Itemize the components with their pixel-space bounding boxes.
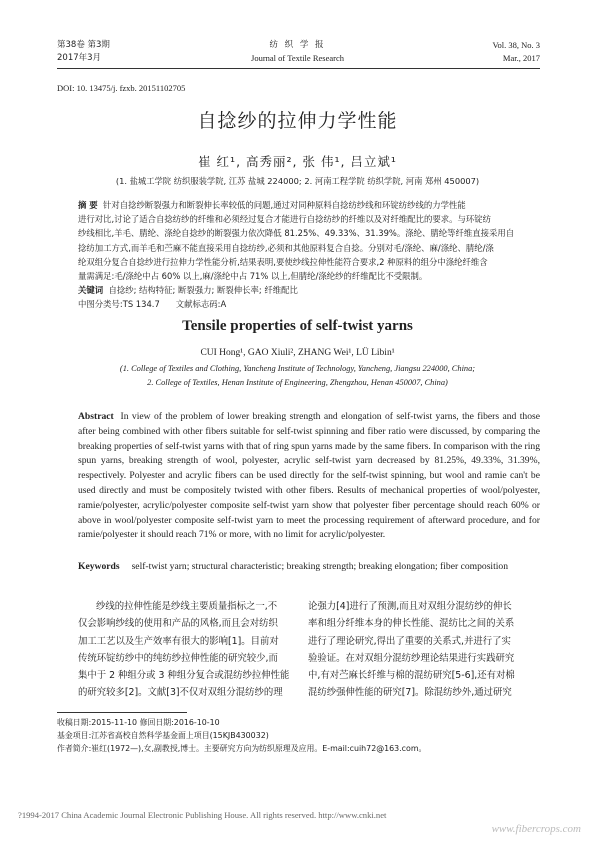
footnote-rule	[57, 712, 187, 713]
header-volume-en: Vol. 38, No. 3	[492, 40, 540, 50]
keywords-cn-label: 关键词	[78, 285, 104, 296]
body-line: 验验证。在对双组分混纺纱理论结果进行实践研究	[308, 652, 515, 664]
body-line: 传统环锭纺纱中的纯纺纱拉伸性能的研究较少,而	[78, 652, 278, 664]
document-code-label: 文献标志码:	[175, 299, 221, 310]
abstract-cn	[78, 198, 540, 312]
abstract-cn-label: 摘 要	[78, 200, 98, 210]
body-line: 加工工艺以及生产效率有很大的影响[1]。目前对	[78, 635, 279, 647]
body-line: 进行了理论研究,得出了重要的关系式,并进行了实	[308, 635, 511, 647]
abstract-cn-line: 纱线相比,羊毛、腈纶、涤纶自捻纱的断裂强力依次降低 81.25%、49.33%、31.39%。涤纶、腈纶等纤维直接采用自	[78, 228, 515, 239]
body-line: 中,有对苎麻长纤维与棉的混纺研究[5-6],还有对棉	[308, 670, 515, 682]
header-volume-cn: 第38卷 第3期	[57, 40, 110, 50]
watermark: www.fibercrops.com	[491, 823, 581, 835]
authors-cn: 崔 红¹, 高秀丽², 张 伟¹, 吕立斌¹	[198, 154, 397, 169]
header-rule	[57, 68, 540, 69]
abstract-en-text: In view of the problem of lower breaking strength and elongation of self-twist yarns, the fibers and those after being combined with other fibers suitable for self-twist spinning and fiber ratio were discussed, by comparing the breaking properties of self-twist yarns with that of ring spun yarns made by the same fibers. In comparison with the ring spun yarns, breaking strength of wool, polyester, acrylic self-twist yarn decreased by 81.25%, 49.33%, 31.39%, respectively. Polyester and acrylic fibers can be used directly for the self-twist spinning, but wool and ramie can't be used directly and must be compositely twisted with other fibers. Results of mechanical properties of wool/polyester, ramie/polyester, acrylic/polyester composite self-twist yarn show that polyester fiber percentage should reach 60% or above in wool/polyester composite self-twist yarn to meet the processing requirement of afterward procedure, and for ramie/polyester it should reach 71% or more, with no limit for acrylic/polyester.	[78, 411, 541, 541]
body-column-left	[78, 598, 296, 702]
abstract-cn-line: 捻纺加工方式,而羊毛和苎麻不能直接采用自捻纺纱,必须和其他原料复合自捻。分别对毛/涤纶、麻/涤纶、腈纶/涤	[78, 242, 494, 253]
body-line: 的研究较多[2]。文献[3]不仅对双组分混纺纱的理	[78, 687, 283, 699]
keywords-en-block	[78, 560, 540, 575]
title-cn: 自捻纱的拉伸力学性能	[197, 110, 398, 132]
keywords-en: self-twist yarn; structural characteristic; breaking strength; breaking elongation; fiber composition	[131, 561, 509, 572]
copyright-line: ?1994-2017 China Academic Journal Electronic Publishing House. All rights reserved. http://www.cnki.net	[18, 810, 387, 820]
footnote-author: 作者简介:崔红(1972—),女,副教授,博士。主要研究方向为纺织原理及应用。E-mail:cuih72@163.com。	[57, 744, 427, 753]
footnotes	[57, 716, 540, 755]
keywords-en-label: Keywords	[78, 561, 120, 572]
header-date-en: Mar., 2017	[502, 53, 540, 63]
affiliation-en-2: 2. College of Textiles, Henan Institute of Engineering, Zhengzhou, Henan 450007, China)	[147, 378, 448, 387]
abstract-en	[78, 410, 540, 543]
keywords-cn: 自捻纱; 结构特征; 断裂强力; 断裂伸长率; 纤维配比	[108, 285, 298, 296]
body-column-right	[308, 598, 540, 702]
body-line: 纱线的拉伸性能是纱线主要质量指标之一,不	[96, 601, 278, 612]
abstract-cn-line: 进行对比,讨论了适合自捻纺纱的纤维和必须经过复合才能进行自捻纺纱的纤维以及对纤维配比的要求。与环锭纺	[78, 214, 492, 225]
abstract-cn-line: 纶双组分复合自捻纱进行拉伸力学性能分析,结果表明,要使纱线拉伸性能符合要求,2 种原料的组分中涤纶纤维含	[78, 256, 488, 267]
affiliation-en-1: (1. College of Textiles and Clothing, Yancheng Institute of Technology, Yancheng, Jiangsu 224000, China;	[119, 364, 476, 373]
classification-value: TS 134.7	[122, 299, 160, 310]
header-date-cn: 2017年3月	[57, 53, 102, 63]
abstract-en-label: Abstract	[78, 411, 114, 422]
body-line: 混纺纱强伸性能的研究[7]。除混纺纱外,通过研究	[308, 687, 512, 699]
abstract-cn-line: 量需满足:毛/涤纶中占 60% 以上,麻/涤纶中占 71% 以上,但腈纶/涤纶纱的纤维配比不受限制。	[78, 271, 428, 282]
body-line: 率和组分纤维本身的伸长性能、混纺比之间的关系	[308, 618, 515, 630]
authors-en: CUI Hong¹, GAO Xiuli², ZHANG Wei¹, LÜ Libin¹	[200, 348, 395, 358]
document-code-value: A	[220, 299, 227, 310]
body-line: 论强力[4]进行了预测,而且对双组分混纺纱的伸长	[308, 601, 512, 612]
footnote-funding: 基金项目:江苏省高校自然科学基金面上项目(15KJB430032)	[57, 731, 269, 740]
doi: DOI: 10. 13475/j. fzxb. 20151102705	[57, 83, 186, 93]
body-line: 仅会影响纱线的使用和产品的风格,而且会对纺织	[78, 618, 278, 630]
header-journal-en: Journal of Textile Research	[251, 53, 344, 63]
footnote-dates: 收稿日期:2015-11-10 修回日期:2016-10-10	[57, 718, 220, 727]
body-line: 集中于 2 种组分或 3 种组分复合或混纺纱拉伸性能	[78, 670, 290, 682]
classification-label: 中图分类号:	[78, 299, 123, 310]
affiliation-cn: (1. 盐城工学院 纺织服装学院, 江苏 盐城 224000; 2. 河南工程学院 纺织学院, 河南 郑州 450007)	[115, 176, 480, 186]
abstract-cn-line: 针对自捻纱断裂强力和断裂伸长率较低的问题,通过对同种原料自捻纺纱线和环锭纺纱线的力学性能	[103, 200, 466, 210]
header-journal-cn: 纺 织 学 报	[269, 40, 326, 50]
title-en: Tensile properties of self-twist yarns	[182, 318, 413, 334]
